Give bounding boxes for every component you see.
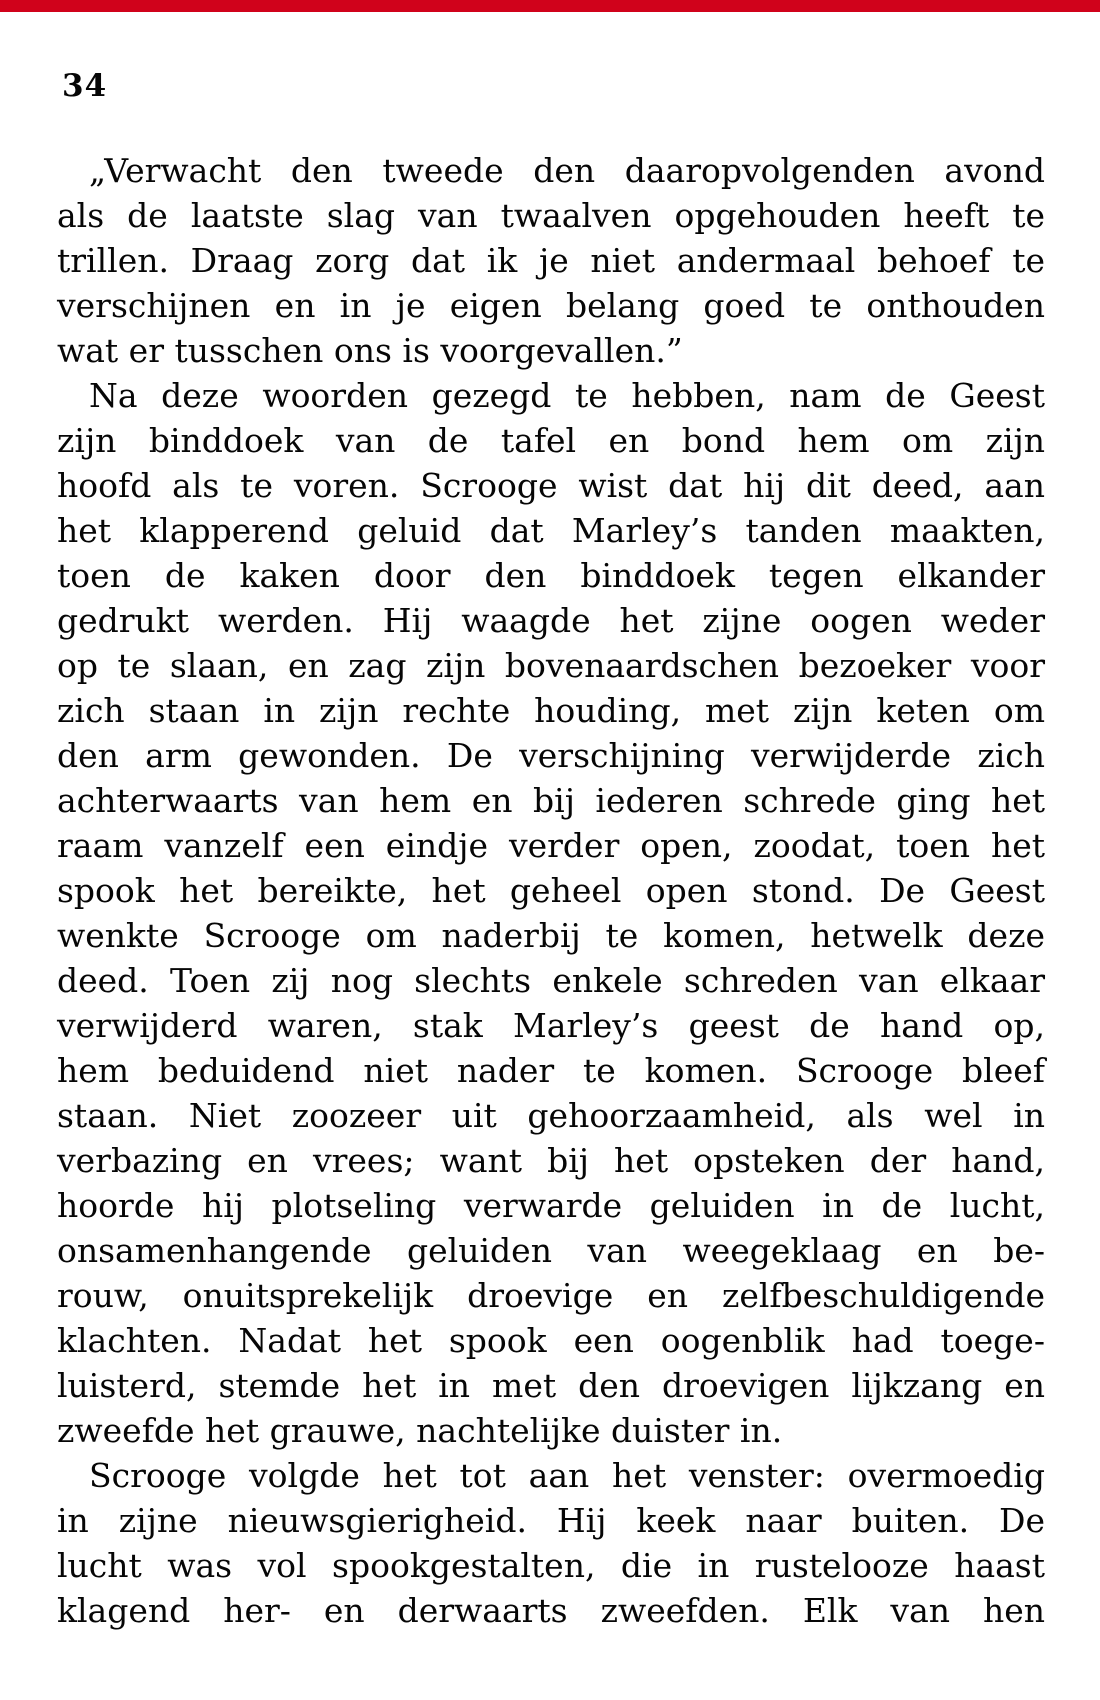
text-line: verwijderd waren, stak Marley’s geest de hand op, (57, 1006, 1045, 1045)
text-line: verschijnen en in je eigen belang goed te onthouden (57, 286, 1045, 325)
page-number: 34 (62, 68, 108, 104)
text-line: luisterd, stemde het in met den droevigen lijkzang en (57, 1366, 1045, 1405)
text-line: Scrooge volgde het tot aan het venster: overmoedig (89, 1456, 1045, 1495)
text-line: gedrukt werden. Hij waagde het zijne oogen weder (57, 601, 1045, 640)
text-line: hoofd als te voren. Scrooge wist dat hij dit deed, aan (57, 466, 1045, 505)
text-line: in zijne nieuwsgierigheid. Hij keek naar buiten. De (57, 1501, 1045, 1540)
text-line: staan. Niet zoozeer uit gehoorzaamheid, als wel in (57, 1096, 1045, 1135)
text-line: lucht was vol spookgestalten, die in rustelooze haast (57, 1546, 1045, 1585)
text-line: wat er tusschen ons is voorgevallen.” (57, 331, 683, 370)
text-line: op te slaan, en zag zijn bovenaardschen bezoeker voor (57, 646, 1045, 685)
text-line: het klapperend geluid dat Marley’s tanden maakten, (57, 511, 1045, 550)
text-line: achterwaarts van hem en bij iederen schrede ging het (57, 781, 1045, 820)
text-line: zich staan in zijn rechte houding, met zijn keten om (57, 691, 1045, 730)
text-line: wenkte Scrooge om naderbij te komen, hetwelk deze (57, 916, 1045, 955)
text-line: spook het bereikte, het geheel open stond. De Geest (57, 871, 1045, 910)
text-line: zweefde het grauwe, nachtelijke duister in. (57, 1411, 783, 1450)
text-line: deed. Toen zij nog slechts enkele schreden van elkaar (57, 961, 1045, 1000)
text-line: als de laatste slag van twaalven opgehouden heeft te (57, 196, 1045, 235)
text-line: zijn binddoek van de tafel en bond hem om zijn (57, 421, 1045, 460)
text-line: raam vanzelf een eindje verder open, zoodat, toen het (57, 826, 1045, 865)
text-line: toen de kaken door den binddoek tegen elkander (57, 556, 1045, 595)
text-line: den arm gewonden. De verschijning verwijderde zich (57, 736, 1045, 775)
text-line: „Verwacht den tweede den daaropvolgenden avond (89, 151, 1045, 190)
text-line: onsamenhangende geluiden van weegeklaag en be- (57, 1231, 1045, 1270)
text-line: klachten. Nadat het spook een oogenblik had toege- (57, 1321, 1045, 1360)
text-line: hoorde hij plotseling verwarde geluiden in de lucht, (57, 1186, 1045, 1225)
text-line: klagend her- en derwaarts zweefden. Elk van hen (57, 1591, 1045, 1630)
text-block (57, 148, 1045, 1633)
text-line: rouw, onuitsprekelijk droevige en zelfbeschuldigende (57, 1276, 1045, 1315)
text-line: hem beduidend niet nader te komen. Scrooge bleef (57, 1051, 1045, 1090)
text-line: trillen. Draag zorg dat ik je niet andermaal behoef te (57, 241, 1045, 280)
text-line: verbazing en vrees; want bij het opsteken der hand, (57, 1141, 1045, 1180)
text-line: Na deze woorden gezegd te hebben, nam de Geest (89, 376, 1045, 415)
red-top-bar (0, 0, 1100, 12)
